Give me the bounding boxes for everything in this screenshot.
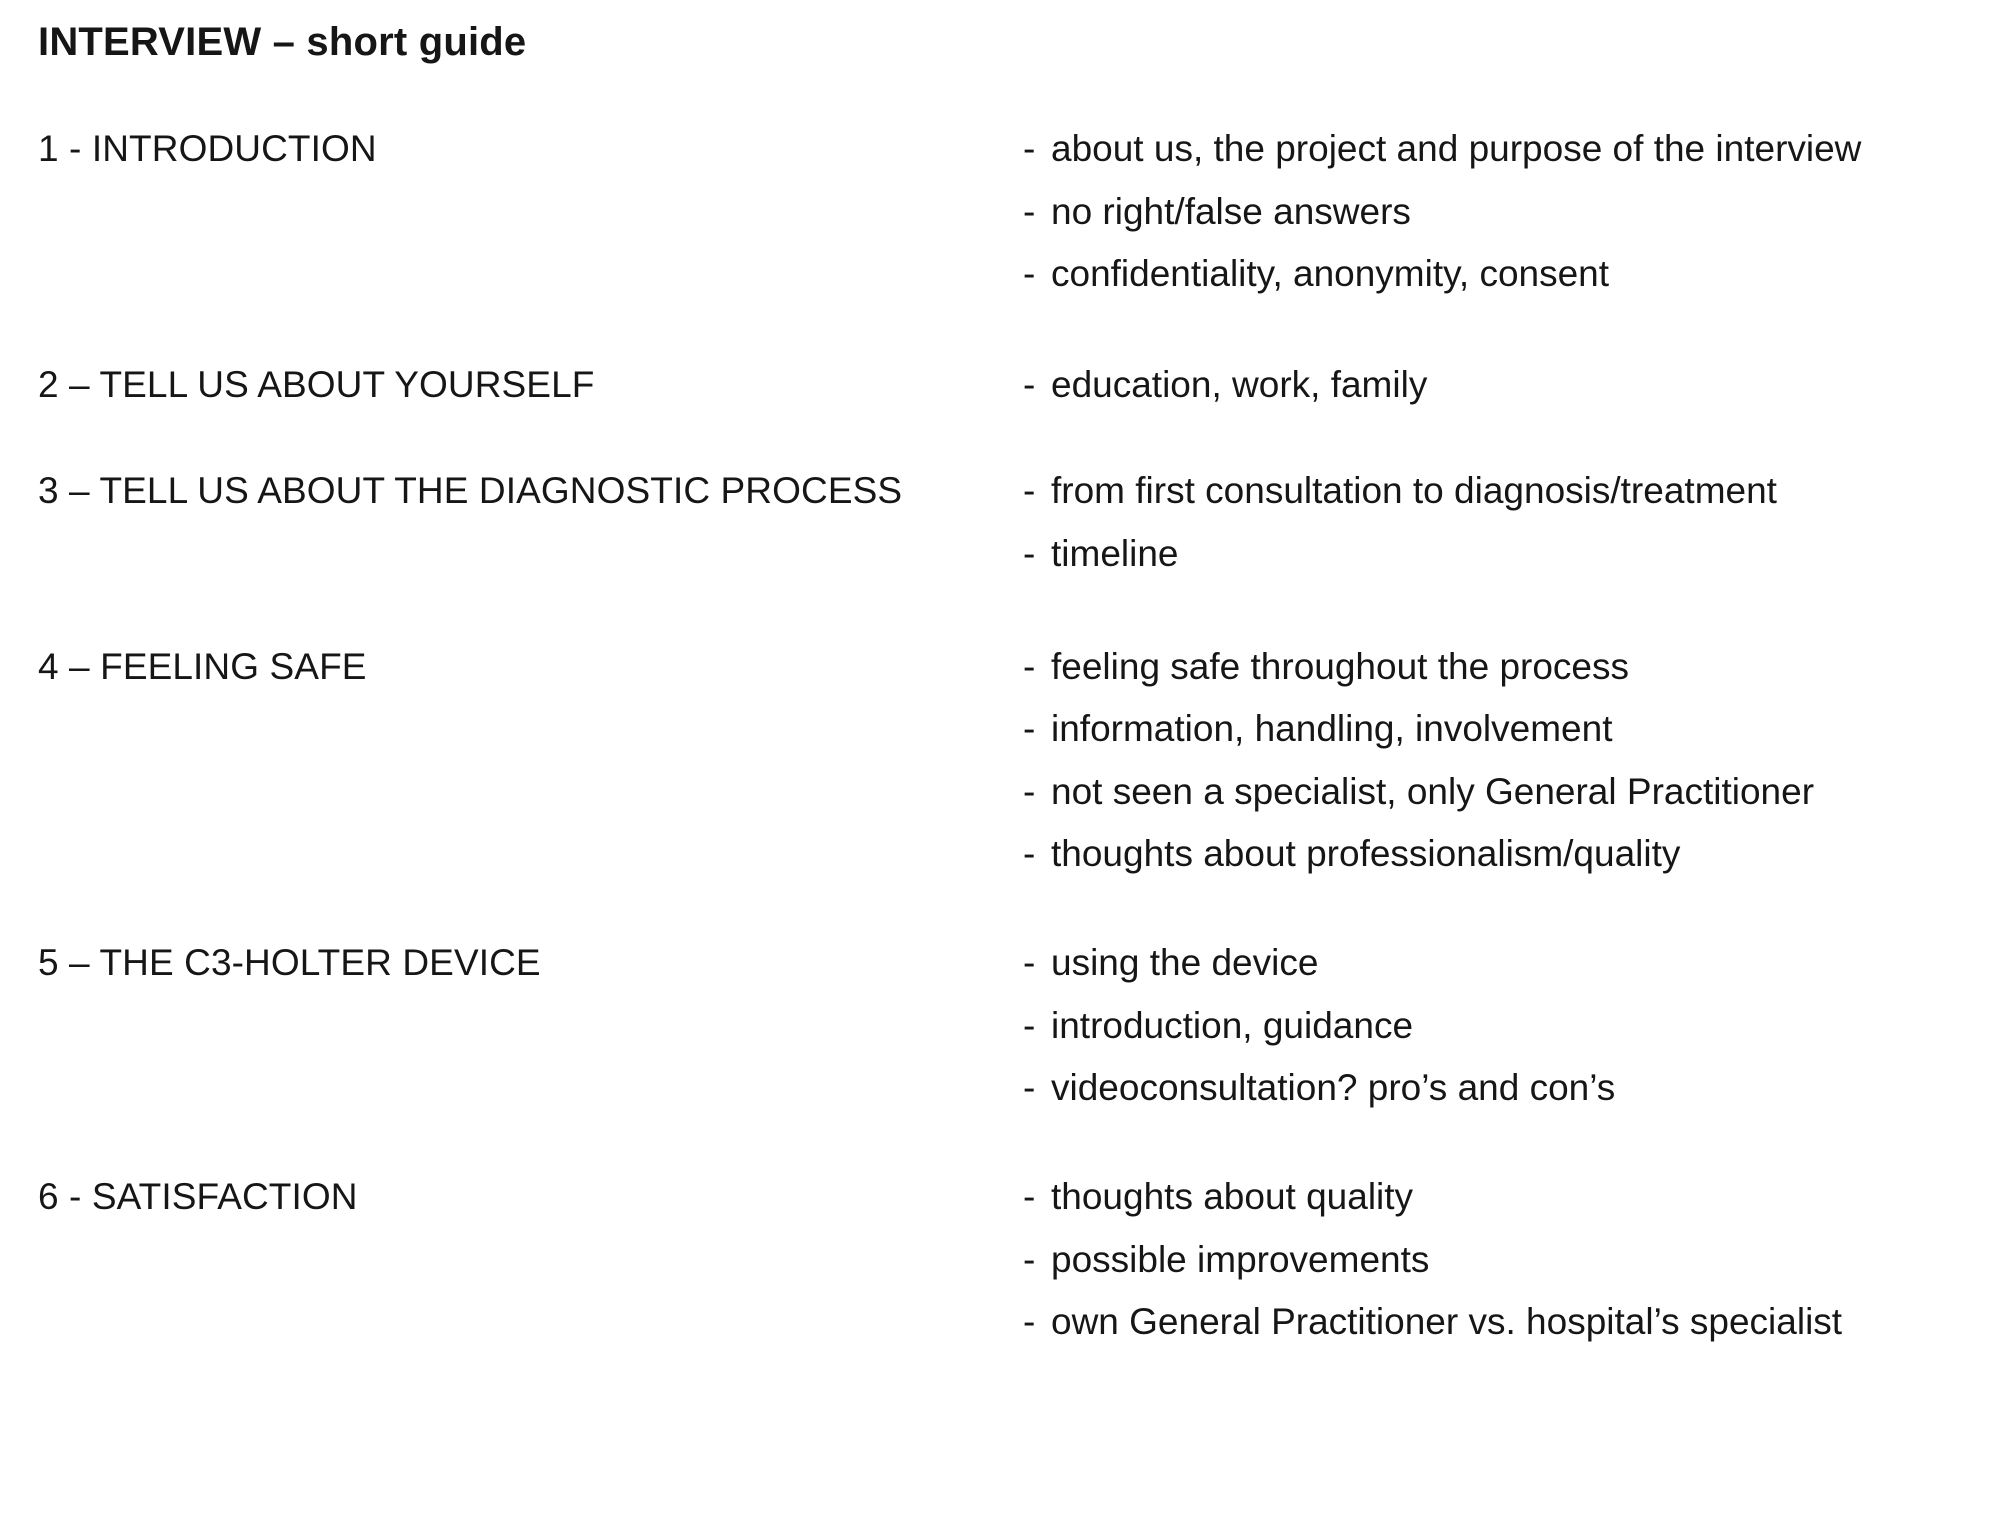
list-item bbox=[1023, 189, 1958, 236]
list-item bbox=[1023, 468, 1958, 515]
dash-bullet-icon: - bbox=[1023, 833, 1036, 875]
list-item-text: about us, the project and purpose of the interview bbox=[1051, 128, 1862, 169]
section-points bbox=[1023, 360, 1958, 409]
section-heading: 4 – FEELING SAFE bbox=[38, 645, 367, 687]
dash-bullet-icon: - bbox=[1023, 1004, 1036, 1046]
list-item-text: no right/false answers bbox=[1051, 190, 1411, 232]
page-title: INTERVIEW – short guide bbox=[38, 20, 527, 64]
dash-bullet-icon: - bbox=[1023, 708, 1036, 750]
dash-bullet-icon: - bbox=[1023, 363, 1036, 405]
dash-bullet-icon: - bbox=[1023, 533, 1036, 575]
list-item bbox=[1023, 1237, 1958, 1284]
section-list bbox=[38, 124, 1958, 1346]
list-item bbox=[1023, 126, 1958, 173]
list-item bbox=[1023, 769, 1958, 816]
list-item-text: using the device bbox=[1051, 942, 1319, 984]
dash-bullet-icon: - bbox=[1023, 128, 1036, 169]
section-introduction bbox=[38, 124, 1958, 298]
section-points bbox=[1023, 124, 1958, 298]
list-item bbox=[1023, 1174, 1958, 1221]
list-item-text: education, work, family bbox=[1051, 363, 1428, 405]
section-points bbox=[1023, 642, 1958, 878]
list-item-text: introduction, guidance bbox=[1051, 1004, 1414, 1046]
dash-bullet-icon: - bbox=[1023, 1175, 1036, 1217]
section-points bbox=[1023, 1172, 1958, 1346]
list-item bbox=[1023, 644, 1958, 691]
section-heading: 2 – TELL US ABOUT YOURSELF bbox=[38, 363, 595, 405]
section-points bbox=[1023, 938, 1958, 1112]
section-diagnostic-process bbox=[38, 466, 1958, 577]
dash-bullet-icon: - bbox=[1023, 942, 1036, 984]
dash-bullet-icon: - bbox=[1023, 253, 1036, 295]
list-item-text: own General Practitioner vs. hospital’s specialist bbox=[1051, 1301, 1843, 1343]
section-heading: 1 - INTRODUCTION bbox=[38, 128, 377, 169]
list-item-text: videoconsultation? pro’s and con’s bbox=[1051, 1067, 1616, 1109]
list-item-text: confidentiality, anonymity, consent bbox=[1051, 253, 1610, 295]
list-item bbox=[1023, 1065, 1958, 1112]
list-item bbox=[1023, 1299, 1958, 1346]
section-feeling-safe bbox=[38, 642, 1958, 878]
section-heading: 6 - SATISFACTION bbox=[38, 1175, 358, 1217]
section-satisfaction bbox=[38, 1172, 1958, 1346]
list-item-text: not seen a specialist, only General Practitioner bbox=[1051, 770, 1815, 812]
list-item bbox=[1023, 706, 1958, 753]
section-heading: 5 – THE C3-HOLTER DEVICE bbox=[38, 942, 541, 984]
section-heading: 3 – TELL US ABOUT THE DIAGNOSTIC PROCESS bbox=[38, 470, 903, 512]
section-c3-holter-device bbox=[38, 938, 1958, 1112]
list-item bbox=[1023, 940, 1958, 987]
section-points bbox=[1023, 466, 1958, 577]
list-item-text: possible improvements bbox=[1051, 1238, 1430, 1280]
list-item bbox=[1023, 362, 1958, 409]
list-item bbox=[1023, 251, 1958, 298]
list-item-text: timeline bbox=[1051, 533, 1179, 575]
dash-bullet-icon: - bbox=[1023, 190, 1036, 232]
section-tell-us-about-yourself bbox=[38, 360, 1958, 409]
dash-bullet-icon: - bbox=[1023, 645, 1036, 687]
list-item-text: thoughts about professionalism/quality bbox=[1051, 833, 1681, 875]
dash-bullet-icon: - bbox=[1023, 1301, 1036, 1343]
dash-bullet-icon: - bbox=[1023, 1067, 1036, 1109]
dash-bullet-icon: - bbox=[1023, 470, 1036, 512]
list-item-text: information, handling, involvement bbox=[1051, 708, 1613, 750]
list-item-text: from first consultation to diagnosis/treatment bbox=[1051, 470, 1777, 512]
dash-bullet-icon: - bbox=[1023, 1238, 1036, 1280]
list-item-text: feeling safe throughout the process bbox=[1051, 645, 1629, 687]
list-item bbox=[1023, 531, 1958, 578]
list-item-text: thoughts about quality bbox=[1051, 1175, 1414, 1217]
dash-bullet-icon: - bbox=[1023, 770, 1036, 812]
list-item bbox=[1023, 831, 1958, 878]
list-item bbox=[1023, 1003, 1958, 1050]
